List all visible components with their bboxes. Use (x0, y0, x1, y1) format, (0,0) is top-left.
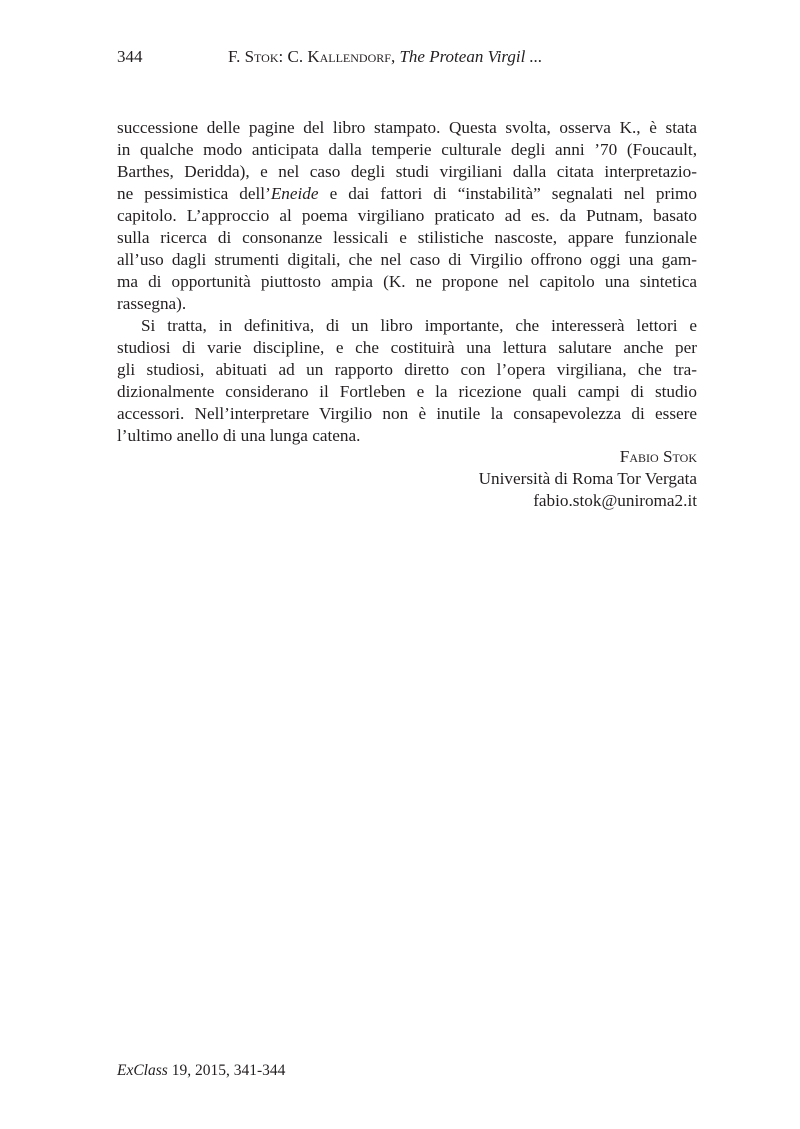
text-line: in qualche modo anticipata dalla temperie culturale degli anni ’70 (Foucault, (117, 140, 697, 159)
reviewed-author: C. Kallendorf (287, 47, 391, 66)
text-line: Barthes, Deridda), e nel caso degli studi virgiliani dalla citata interpretazio- (117, 162, 697, 181)
citation-details: 19, 2015, 341-344 (167, 1062, 286, 1079)
text-line: l’ultimo anello di una lunga catena. (117, 426, 361, 445)
text-line: sulla ricerca di consonanze lessicali e stilistiche nascoste, appare funzionale (117, 228, 697, 247)
separator: : (278, 47, 288, 66)
journal-name: ExClass (117, 1062, 168, 1079)
text-line: all’uso dagli strumenti digitali, che nel caso di Virgilio offrono oggi una gam- (117, 250, 697, 269)
page-number: 344 (117, 47, 143, 66)
text-line: accessori. Nell’interpretare Virgilio non è inutile la consapevolezza di essere (117, 404, 697, 423)
signature-email: fabio.stok@uniroma2.it (533, 491, 697, 510)
paragraph-2 (117, 315, 697, 447)
signature-affiliation: Università di Roma Tor Vergata (478, 469, 697, 488)
text-line: successione delle pagine del libro stampato. Questa svolta, osserva K., è stata (117, 118, 697, 137)
text-line: gli studiosi, abituati ad un rapporto diretto con l’opera virgiliana, che tra- (117, 360, 697, 379)
comma: , (390, 47, 400, 66)
footer-citation (117, 1060, 285, 1082)
text-line (117, 183, 697, 205)
signature-name: Fabio Stok (619, 447, 697, 466)
text-line: ma di opportunità piuttosto ampia (K. ne propone nel capitolo una sintetica (117, 272, 697, 291)
text-line: capitolo. L’approccio al poema virgiliano praticato ad es. da Putnam, basato (117, 206, 697, 225)
text-segment: ne pessimistica dell’ (117, 184, 271, 203)
text-line: studiosi di varie discipline, e che costituirà una lettura salutare anche per (117, 338, 697, 357)
book-title: The Protean Virgil ... (399, 47, 543, 66)
text-line: dizionalmente considerano il Fortleben e la ricezione quali campi di studio (117, 382, 697, 401)
review-body (117, 117, 697, 447)
review-author: F. Stok (228, 47, 279, 66)
paragraph-1 (117, 117, 697, 315)
work-title-eneide: Eneide (270, 184, 319, 203)
signature-block (479, 446, 697, 512)
text-segment: e dai fattori di “instabilità” segnalati nel primo (318, 184, 697, 203)
text-line: rassegna). (117, 294, 187, 313)
text-line: Si tratta, in definitiva, di un libro importante, che interesserà lettori e (141, 316, 697, 335)
running-title (228, 46, 542, 68)
